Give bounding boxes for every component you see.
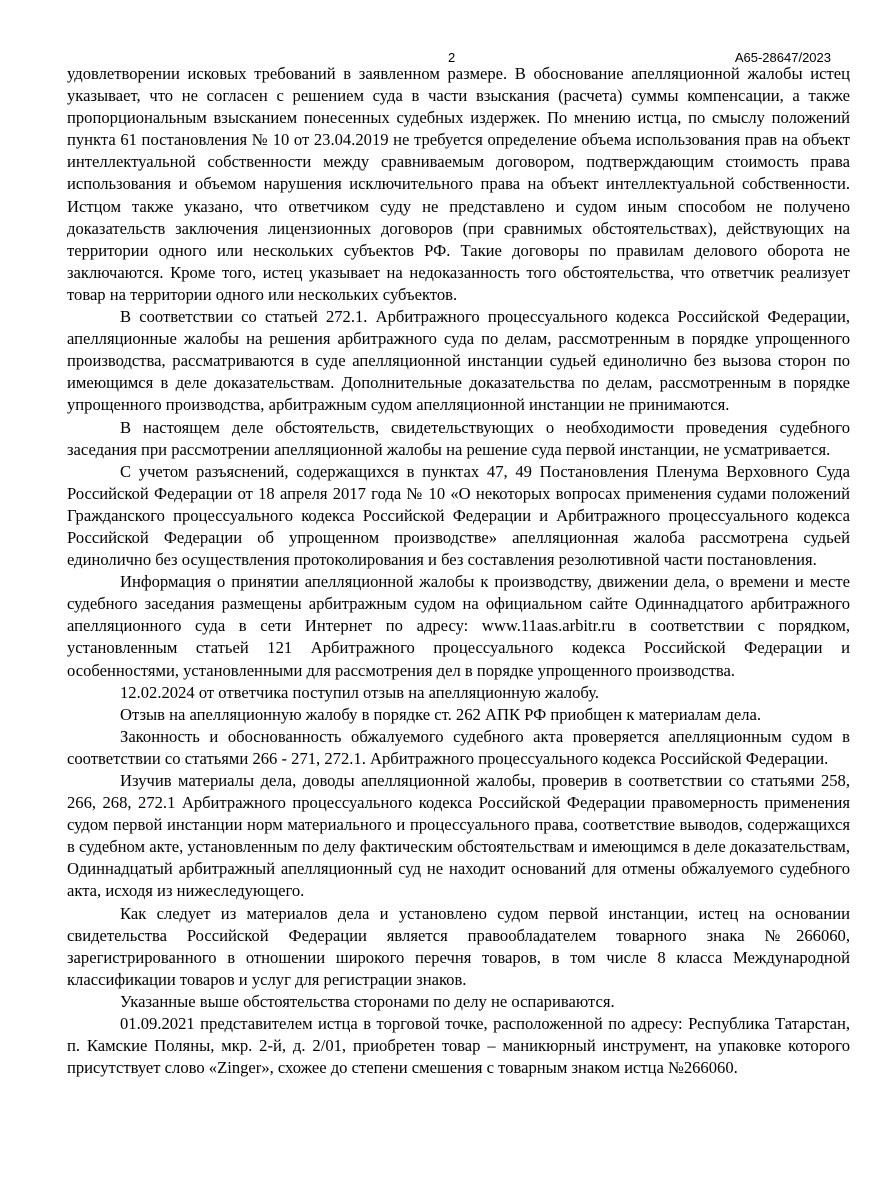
paragraph: Как следует из материалов дела и установлено судом первой инстанции, истец на основании свидетельства Российской Федерации является правообладателем товарного знака №266060, зарегистрированного в отношении широкого перечня товаров, в том числе 8 класса Международной классификации товаров и услуг для регистрации знаков. [67, 903, 850, 989]
paragraph: 12.02.2024 от ответчика поступил отзыв на апелляционную жалобу. [120, 682, 600, 702]
paragraph: В соответствии со статьей 272.1. Арбитражного процессуального кодекса Российской Федерации, апелляционные жалобы на решения арбитражного суда по делам, рассмотренным в порядке упрощенного производства, рассматриваются в суде апелляционной инстанции судьей единолично без вызова сторон по имеющимся в деле доказательствам. Дополнительные доказательства по делам, рассмотренным в порядке упрощенного производства, арбитражным судом апелляционной инстанции не принимаются. [67, 307, 850, 415]
paragraph: Законность и обоснованность обжалуемого судебного акта проверяется апелляционным судом в соответствии со статьями 266 - 271, 272.1. Арбитражного процессуального кодекса Российской Федерации. [67, 726, 850, 768]
case-number: А65-28647/2023 [734, 50, 831, 65]
paragraph: В настоящем деле обстоятельств, свидетельствующих о необходимости проведения судебного заседания при рассмотрении апелляционной жалобы на решение суда первой инстанции, не усматривается. [67, 417, 850, 459]
paragraph: Изучив материалы дела, доводы апелляционной жалобы, проверив в соответствии со статьями 258, 266, 268, 272.1 Арбитражного процессуального кодекса Российской Федерации правомерность применения судом первой инстанции норм материального и процессуального права, соответствие выводов, содержащихся в судебном акте, установленным по делу фактическим обстоятельствам и имеющимся в деле доказательствам, Одиннадцатый арбитражный апелляционный суд не находит оснований для отмены обжалуемого судебного акта, исходя из нижеследующего. [67, 771, 850, 901]
paragraph: Информация о принятии апелляционной жалобы к производству, движении дела, о времени и месте судебного заседания размещены арбитражным судом на официальном сайте Одиннадцатого арбитражного апелляционного суда в сети Интернет по адресу: www.11aas.arbitr.ru в соответствии с порядком, установленным статьей 121 Арбитражного процессуального кодекса Российской Федерации и особенностями, установленными для рассмотрения дел в порядке упрощенного производства. [67, 572, 850, 680]
document-body [67, 63, 850, 1079]
paragraph: Указанные выше обстоятельства сторонами по делу не оспариваются. [120, 991, 615, 1011]
paragraph: 01.09.2021 представителем истца в торговой точке, расположенной по адресу: Республика Татарстан, п. Камские Поляны, мкр. 2-й, д. 2/01, приобретен товар – маникюрный инструмент, на упаковке которого присутствует слово «Zinger», схожее до степени смешения с товарным знаком истца №266060. [67, 1014, 850, 1078]
paragraph-continuation: удовлетворении исковых требований в заявленном размере. В обоснование апелляционной жалобы истец указывает, что не согласен с решением суда в части взыскания (расчета) суммы компенсации, а также пропорциональным взысканием понесенных судебных издержек. По мнению истца, по смыслу положений пункта 61 постановления № 10 от 23.04.2019 не требуется определение объема использования прав на объект интеллектуальной собственности между сравниваемым договором, подтверждающим стоимость права использования и объемом нарушения исключительного права на объект интеллектуальной собственности. Истцом также указано, что ответчиком суду не представлено и судом иным способом не получено доказательств заключения лицензионных договоров (при сравнимых обстоятельствах), действующих на территории одного или нескольких субъектов РФ. Такие договоры по правилам делового оборота не заключаются. Кроме того, истец указывает на недоказанность того обстоятельства, что ответчик реализует товар на территории одного или нескольких субъектов. [67, 64, 850, 304]
paragraph: Отзыв на апелляционную жалобу в порядке ст. 262 АПК РФ приобщен к материалам дела. [120, 704, 762, 724]
page-number: 2 [448, 50, 456, 65]
paragraph: С учетом разъяснений, содержащихся в пунктах 47, 49 Постановления Пленума Верховного Суда Российской Федерации от 18 апреля 2017 года № 10 «О некоторых вопросах применения судами положений Гражданского процессуального кодекса Российской Федерации и Арбитражного процессуального кодекса Российской Федерации об упрощенном производстве» апелляционная жалоба рассмотрена судьей единолично без осуществления протоколирования и без составления резолютивной части постановления. [67, 461, 850, 570]
